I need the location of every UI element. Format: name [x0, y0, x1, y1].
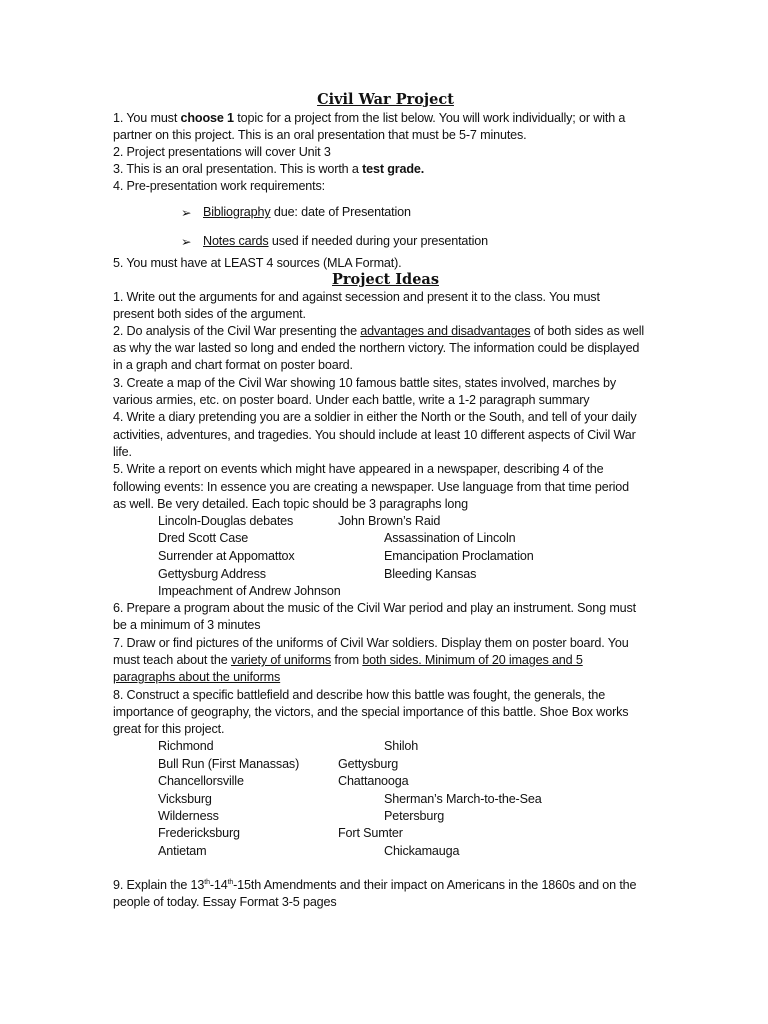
underlined-text: Bibliography	[203, 205, 271, 219]
event-item: Surrender at Appomattox	[158, 549, 295, 563]
battle-item: Petersburg	[384, 809, 445, 823]
battle-item: Chickamauga	[384, 844, 460, 858]
idea-7-line-3: paragraphs about the uniforms	[113, 670, 281, 684]
idea-4-line-2: activities, adventures, and tragedies. You should include at least 10 different aspects of Civil War	[113, 428, 636, 442]
event-item: Assassination of Lincoln	[384, 531, 516, 545]
idea-8-line-2: importance of geography, the victors, and the special importance of this battle. Shoe Box works	[113, 705, 629, 719]
idea-text: -14	[209, 878, 228, 892]
idea-1-line-2: present both sides of the argument.	[113, 307, 306, 321]
underlined-text: Notes cards	[203, 234, 269, 248]
idea-3-line-2: various armies, etc. on poster board. Under each battle, write a 1-2 paragraph summary	[113, 393, 590, 407]
intro-line-4	[113, 161, 424, 178]
idea-2-line-2: as why the war lasted so long and ended the northern victory. The information could be displayed	[113, 341, 640, 355]
intro-bold-text: test grade.	[362, 162, 425, 176]
battle-item: Chancellorsville	[158, 774, 244, 788]
idea-3-line-1: 3. Create a map of the Civil War showing 10 famous battle sites, states involved, marches by	[113, 376, 617, 390]
idea-text: of both sides as well	[530, 324, 645, 338]
idea-5-line-1: 5. Write a report on events which might have appeared in a newspaper, describing 4 of the	[113, 462, 604, 476]
event-item: Impeachment of Andrew Johnson	[158, 584, 341, 598]
idea-9-line-2: people of today. Essay Format 3-5 pages	[113, 895, 337, 909]
intro-line-6: 5. You must have at LEAST 4 sources (MLA Format).	[113, 256, 402, 270]
arrow-bullet-icon: ➢	[181, 205, 192, 220]
bullet-item-bibliography	[203, 204, 411, 221]
bullet-text: due: date of Presentation	[270, 205, 411, 219]
underlined-text: advantages and disadvantages	[360, 324, 531, 338]
idea-8-line-3: great for this project.	[113, 722, 225, 736]
intro-line-5: 4. Pre-presentation work requirements:	[113, 179, 325, 193]
battle-item: Shiloh	[384, 739, 419, 753]
battle-item: Richmond	[158, 739, 214, 753]
idea-text: 2. Do analysis of the Civil War presenting the	[113, 324, 361, 338]
battle-item: Gettysburg	[338, 757, 399, 771]
idea-4-line-1: 4. Write a diary pretending you are a soldier in either the North or the South, and tell of your daily	[113, 410, 637, 424]
idea-6-line-2: be a minimum of 3 minutes	[113, 618, 261, 632]
bullet-text: used if needed during your presentation	[268, 234, 488, 248]
superscript: th	[227, 878, 234, 886]
battle-item: Fort Sumter	[338, 826, 403, 840]
section-heading-project-ideas: Project Ideas	[332, 271, 439, 288]
superscript: th	[204, 878, 210, 886]
event-item: Emancipation Proclamation	[384, 549, 534, 563]
idea-text: -15th Amendments and their impact on Americans in the 1860s and on the	[233, 878, 637, 892]
intro-bold-text: choose 1	[180, 111, 234, 125]
battle-item: Bull Run (First Manassas)	[158, 757, 300, 771]
battle-item: Antietam	[158, 844, 207, 858]
battle-item: Chattanooga	[338, 774, 409, 788]
intro-text: topic for a project from the list below. You will work individually; or with a	[233, 111, 626, 125]
idea-4-line-3: life.	[113, 445, 132, 459]
battle-item: Fredericksburg	[158, 826, 240, 840]
idea-text: 9. Explain the 13	[113, 878, 205, 892]
idea-2-line-3: in a graph and chart format on poster board.	[113, 358, 353, 372]
idea-2-line-1	[113, 323, 644, 340]
idea-1-line-1: 1. Write out the arguments for and against secession and present it to the class. You must	[113, 290, 600, 304]
event-item: Dred Scott Case	[158, 531, 249, 545]
battle-item: Vicksburg	[158, 792, 212, 806]
page-title: Civil War Project	[317, 91, 454, 108]
idea-9-line-1	[113, 877, 636, 894]
intro-line-2: partner on this project. This is an oral presentation that must be 5-7 minutes.	[113, 128, 527, 142]
event-item: Gettysburg Address	[158, 567, 266, 581]
idea-6-line-1: 6. Prepare a program about the music of the Civil War period and play an instrument. Song must	[113, 601, 637, 615]
idea-text: from	[331, 653, 363, 667]
underlined-text: both sides. Minimum of 20 images and 5	[362, 653, 583, 667]
intro-text: 3. This is an oral presentation. This is worth a	[113, 162, 363, 176]
event-item: Bleeding Kansas	[384, 567, 477, 581]
bullet-item-notes-cards	[203, 233, 488, 250]
battle-item: Wilderness	[158, 809, 219, 823]
event-item: Lincoln-Douglas debates	[158, 514, 294, 528]
intro-line-3: 2. Project presentations will cover Unit 3	[113, 145, 331, 159]
event-item: John Brown’s Raid	[338, 514, 441, 528]
intro-line-1	[113, 110, 625, 127]
battle-item: Sherman’s March-to-the-Sea	[384, 792, 542, 806]
idea-5-line-3: as well. Be very detailed. Each topic should be 3 paragraphs long	[113, 497, 468, 511]
intro-text: 1. You must	[113, 111, 181, 125]
idea-7-line-2	[113, 652, 583, 669]
idea-5-line-2: following events: In essence you are creating a newspaper. Use language from that time period	[113, 480, 629, 494]
idea-text: must teach about the	[113, 653, 231, 667]
arrow-bullet-icon: ➢	[181, 234, 192, 249]
idea-7-line-1: 7. Draw or find pictures of the uniforms of Civil War soldiers. Display them on poster board. You	[113, 636, 629, 650]
underlined-text: variety of uniforms	[230, 653, 332, 667]
idea-8-line-1: 8. Construct a specific battlefield and describe how this battle was fought, the generals, the	[113, 688, 606, 702]
